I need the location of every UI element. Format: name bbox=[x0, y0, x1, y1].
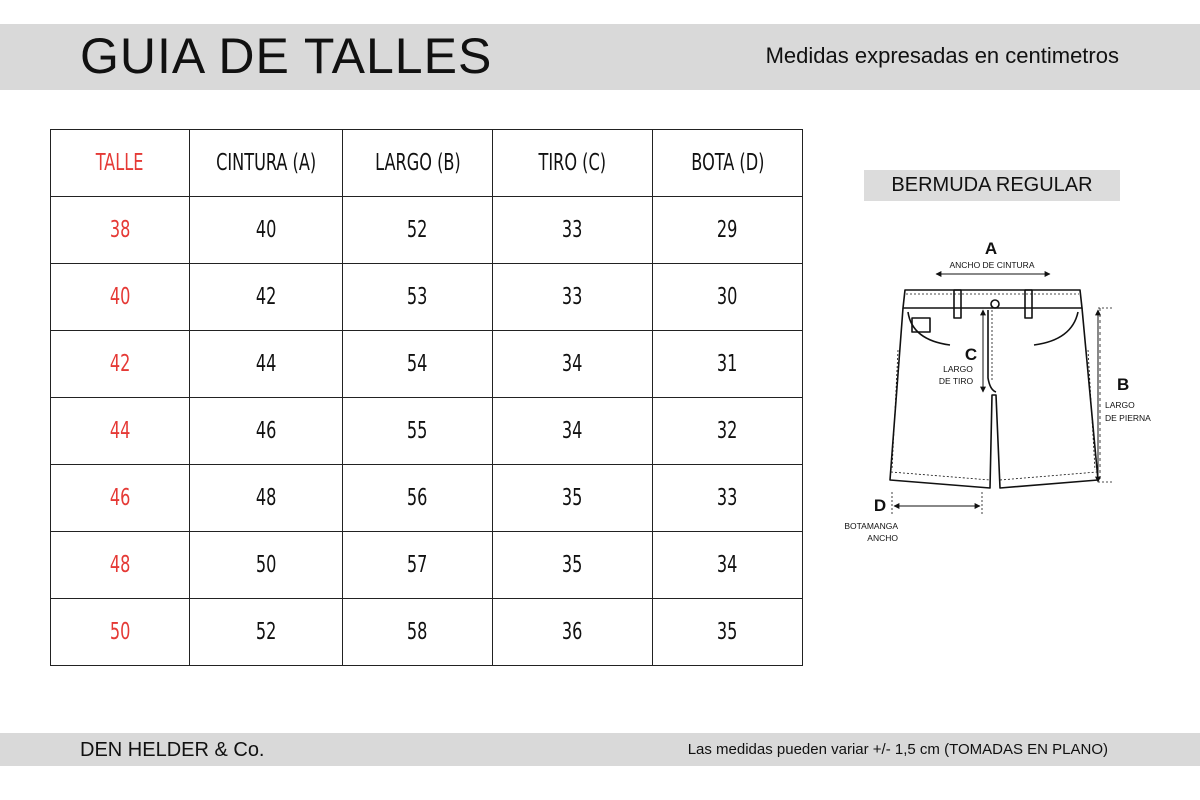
size-table bbox=[50, 129, 803, 666]
label-c-text-1: LARGO bbox=[943, 364, 973, 374]
cell-cintura: 52 bbox=[190, 599, 343, 666]
label-a-letter: A bbox=[984, 239, 998, 258]
table-row bbox=[51, 197, 803, 264]
table-row bbox=[51, 465, 803, 532]
cell-cintura: 46 bbox=[190, 398, 343, 465]
cell-bota: 33 bbox=[653, 465, 803, 532]
table-row bbox=[51, 599, 803, 666]
cell-cintura: 44 bbox=[190, 331, 343, 398]
cell-talle: 38 bbox=[51, 197, 190, 264]
page-subtitle: Medidas expresadas en centimetros bbox=[765, 43, 1119, 68]
label-d-text-1: BOTAMANGA bbox=[844, 521, 898, 531]
cell-talle: 42 bbox=[51, 331, 190, 398]
cell-bota: 31 bbox=[653, 331, 803, 398]
cell-tiro: 33 bbox=[493, 197, 653, 264]
cell-tiro: 33 bbox=[493, 264, 653, 331]
cell-talle: 46 bbox=[51, 465, 190, 532]
label-b-text-2: DE PIERNA bbox=[1105, 413, 1151, 423]
cell-cintura: 48 bbox=[190, 465, 343, 532]
cell-talle: 48 bbox=[51, 532, 190, 599]
footer-note: Las medidas pueden variar +/- 1,5 cm (TOMADAS EN PLANO) bbox=[687, 741, 1108, 758]
cell-tiro: 34 bbox=[493, 331, 653, 398]
label-b-letter: B bbox=[1117, 375, 1130, 394]
cell-largo: 53 bbox=[343, 264, 493, 331]
header-cintura: CINTURA (A) bbox=[190, 130, 343, 197]
cell-bota: 35 bbox=[653, 599, 803, 666]
label-d-text-2: ANCHO bbox=[867, 533, 898, 543]
brand-name: DEN HELDER & Co. bbox=[80, 739, 265, 761]
cell-cintura: 40 bbox=[190, 197, 343, 264]
cell-largo: 54 bbox=[343, 331, 493, 398]
label-d-letter: D bbox=[873, 496, 887, 515]
label-a-text: ANCHO DE CINTURA bbox=[949, 260, 1035, 270]
cell-largo: 56 bbox=[343, 465, 493, 532]
cell-tiro: 35 bbox=[493, 532, 653, 599]
cell-cintura: 42 bbox=[190, 264, 343, 331]
cell-bota: 29 bbox=[653, 197, 803, 264]
cell-talle: 40 bbox=[51, 264, 190, 331]
page-title: GUIA DE TALLES bbox=[80, 28, 493, 84]
table-row bbox=[51, 398, 803, 465]
bermuda-outline bbox=[890, 290, 1098, 488]
label-c-text-2: DE TIRO bbox=[938, 376, 974, 386]
label-c-letter: C bbox=[964, 345, 978, 364]
header-largo: LARGO (B) bbox=[343, 130, 493, 197]
table-header-row bbox=[51, 130, 803, 197]
model-label: BERMUDA REGULAR bbox=[864, 170, 1120, 201]
cell-largo: 57 bbox=[343, 532, 493, 599]
table-row bbox=[51, 331, 803, 398]
cell-largo: 58 bbox=[343, 599, 493, 666]
cell-tiro: 35 bbox=[493, 465, 653, 532]
cell-tiro: 36 bbox=[493, 599, 653, 666]
table-row bbox=[51, 532, 803, 599]
label-b-text-1: LARGO bbox=[1105, 400, 1135, 410]
header-bota: BOTA (D) bbox=[653, 130, 803, 197]
cell-cintura: 50 bbox=[190, 532, 343, 599]
cell-talle: 50 bbox=[51, 599, 190, 666]
cell-bota: 32 bbox=[653, 398, 803, 465]
header-tiro: TIRO (C) bbox=[493, 130, 653, 197]
cell-bota: 30 bbox=[653, 264, 803, 331]
bermuda-diagram bbox=[820, 230, 1180, 560]
cell-bota: 34 bbox=[653, 532, 803, 599]
header-talle: TALLE bbox=[51, 130, 190, 197]
cell-talle: 44 bbox=[51, 398, 190, 465]
cell-largo: 52 bbox=[343, 197, 493, 264]
cell-largo: 55 bbox=[343, 398, 493, 465]
table-row bbox=[51, 264, 803, 331]
cell-tiro: 34 bbox=[493, 398, 653, 465]
